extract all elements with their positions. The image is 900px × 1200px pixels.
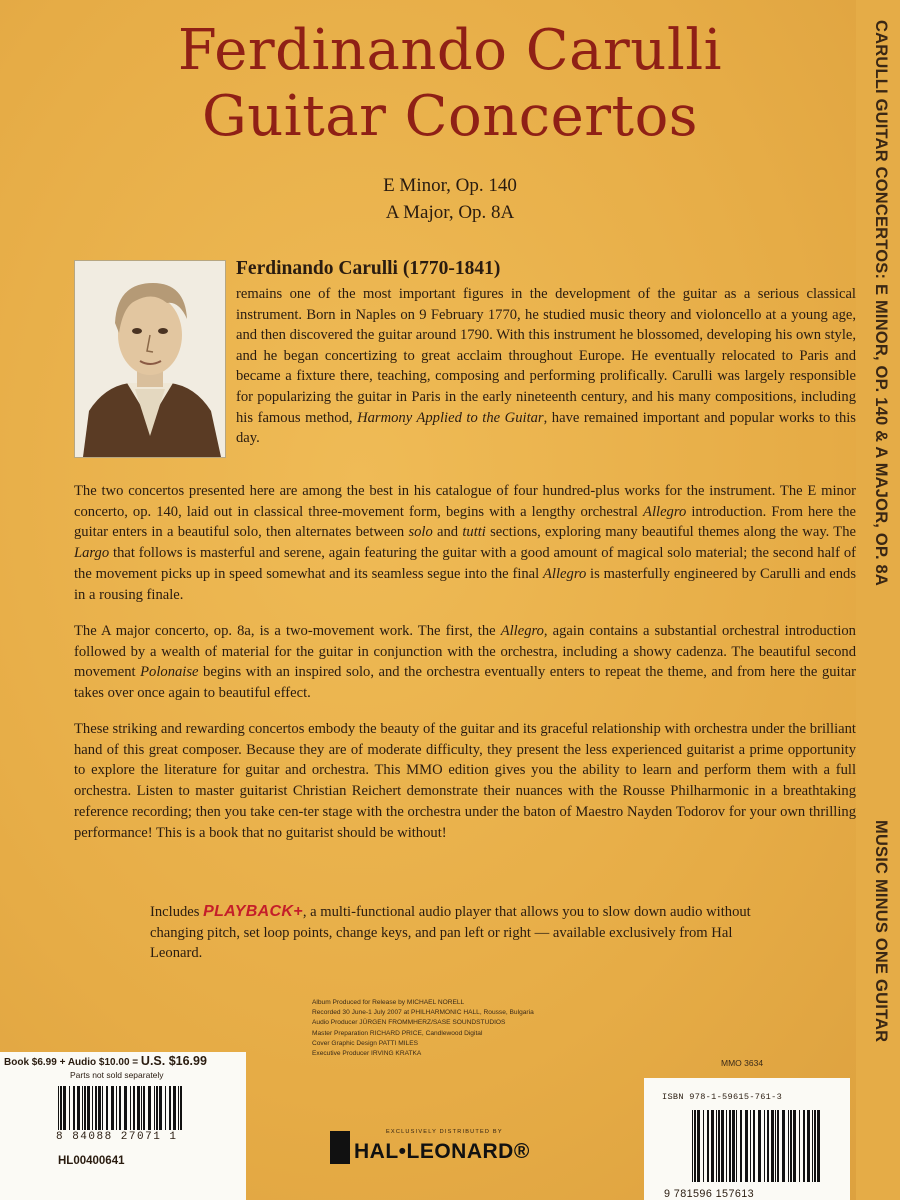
- barcode-bar: [133, 1086, 135, 1130]
- barcode-bar: [116, 1086, 117, 1130]
- barcode-bar: [721, 1110, 724, 1182]
- barcode-bar: [764, 1110, 765, 1182]
- barcode-bar: [137, 1086, 140, 1130]
- credit-line: Recorded 30 June-1 July 2007 at PHILHARMONIC HALL, Rousse, Bulgaria: [312, 1009, 534, 1017]
- barcode-bar: [141, 1086, 142, 1130]
- includes-prefix: Includes: [150, 904, 204, 920]
- para1-italic: solo: [408, 524, 433, 541]
- barcode-bar: [106, 1086, 108, 1130]
- barcode-bar: [58, 1086, 59, 1130]
- subtitle: [0, 172, 900, 226]
- barcode-bar: [729, 1110, 731, 1182]
- publisher-name: HAL•LEONARD®: [354, 1140, 530, 1163]
- includes-description: , a multi-functional audio player that allows you to slow down audio without changing pitch, set loop points, change keys, and pan left or right — available exclusively from Hal Leonard.: [150, 904, 751, 962]
- barcode-bar: [767, 1110, 769, 1182]
- para1-text: sections, exploring many beautiful themes along the way. The: [485, 524, 856, 541]
- barcode-bar: [753, 1110, 755, 1182]
- barcode-bar: [697, 1110, 700, 1182]
- para2-text: The A major concerto, op. 8a, is a two-movement work. The first, the: [74, 623, 501, 639]
- book-title: [0, 18, 900, 150]
- barcode-bar: [98, 1086, 101, 1130]
- barcode-bar: [726, 1110, 727, 1182]
- hl-product-code: HL00400641: [58, 1155, 125, 1167]
- bio-text-a: remains one of the most important figures in the development of the guitar as a serious classical instrument. Born in Naples on 9 February 1770, he studied music theory and violoncello at a young age, and then discovered the guitar around 1790. With this instrument he blossomed, developing his own style, and he began concertizing to great acclaim throughout Europe. He eventually relocated to Paris and became a fixture there, teaching, composing and performing prolifically. Carulli was largely responsible for popularizing the guitar in Paris in the early nineteenth century, and his many compositions, including his famous method,: [236, 286, 856, 426]
- para1-italic: Allegro: [643, 503, 687, 520]
- price-total: U.S. $16.99: [140, 1054, 207, 1068]
- spine-series: MUSIC MINUS ONE GUITAR: [872, 820, 890, 1043]
- barcode-bar: [812, 1110, 813, 1182]
- barcode-bar: [60, 1086, 62, 1130]
- barcode-bar: [790, 1110, 792, 1182]
- barcode-bar: [84, 1086, 86, 1130]
- playback-note: [150, 902, 760, 964]
- paragraph-e-minor: [74, 481, 856, 605]
- barcode-bar: [771, 1110, 774, 1182]
- price-breakdown: Book $6.99 + Audio $10.00 =: [4, 1057, 141, 1068]
- barcode-bar: [807, 1110, 810, 1182]
- barcode-bar: [82, 1086, 83, 1130]
- barcode-bar: [130, 1086, 131, 1130]
- para1-text: that follows is masterful and serene, again featuring the guitar with a good amount of magical solo material; the second half of the movement picks up in speed somewhat and its seamless segue into the final: [74, 545, 856, 582]
- subtitle-line-2: A Major, Op. 8A: [385, 202, 515, 223]
- isbn-barcode: [692, 1110, 822, 1182]
- para2-text: begins with an inspired solo, and the orchestra eventually enters to repeat the theme, and from here the guitar takes over once again to beautiful effect.: [74, 664, 856, 702]
- barcode-bar: [111, 1086, 114, 1130]
- barcode-bar: [154, 1086, 155, 1130]
- para1-text: The two concertos presented here are among the best in his catalogue of four hundred-plus works for the instrument. The E minor concerto, op. 140, laid out in classical three-movement form, begins with a lengthy orchestral: [74, 483, 856, 520]
- barcode-bar: [703, 1110, 704, 1182]
- subtitle-line-1: E Minor, Op. 140: [383, 175, 517, 196]
- para1-text: and: [432, 524, 463, 541]
- barcode-bar: [718, 1110, 720, 1182]
- para1-italic: Largo: [74, 545, 110, 562]
- composer-portrait: [74, 260, 226, 458]
- production-credits: [312, 998, 632, 1059]
- barcode-bar: [803, 1110, 805, 1182]
- isbn-digits: 9 781596 157613: [664, 1188, 755, 1200]
- barcode-bar: [119, 1086, 121, 1130]
- barcode-bar: [92, 1086, 93, 1130]
- barcode-bar: [73, 1086, 75, 1130]
- barcode-bar: [95, 1086, 97, 1130]
- barcode-bar: [716, 1110, 717, 1182]
- para2-text: , again contains a substantial orchestral introduction followed by a wealth of material for the guitar in conjunction with the orchestra, including a showy cadenza. The beautiful second movement: [74, 623, 856, 681]
- barcode-bar: [165, 1086, 166, 1130]
- barcode-bar: [63, 1086, 66, 1130]
- barcode-bar: [148, 1086, 151, 1130]
- barcode-bar: [750, 1110, 751, 1182]
- isbn-text: ISBN 978-1-59615-761-3: [662, 1092, 783, 1102]
- barcode-bar: [736, 1110, 737, 1182]
- barcode-bar: [799, 1110, 800, 1182]
- barcode-bar: [69, 1086, 70, 1130]
- credit-line: Album Produced for Release by MICHAEL NORELL: [312, 999, 465, 1006]
- barcode-bar: [775, 1110, 776, 1182]
- para2-italic: Polonaise: [140, 664, 199, 681]
- credit-line: Executive Producer IRVING KRATKA: [312, 1050, 422, 1058]
- barcode-bar: [143, 1086, 145, 1130]
- barcode-bar: [758, 1110, 761, 1182]
- barcode-bar: [817, 1110, 820, 1182]
- hal-leonard-logo-icon: [330, 1131, 350, 1164]
- bio-heading: Ferdinando Carulli (1770-1841): [236, 258, 501, 279]
- para1-text: introduction. From here the guitar enters in a beautiful solo, then alternates between: [74, 503, 856, 541]
- barcode-bar: [793, 1110, 796, 1182]
- para2-italic: Allegro: [500, 623, 544, 639]
- barcode-bar: [777, 1110, 779, 1182]
- barcode-bar: [180, 1086, 182, 1130]
- barcode-bar: [814, 1110, 816, 1182]
- barcode-bar: [782, 1110, 785, 1182]
- barcode-bar: [694, 1110, 696, 1182]
- credit-line: Audio Producer JÜRGEN FROMMHERZ/SASE SOUNDSTUDIOS: [312, 1019, 506, 1027]
- paragraph-a-major: [74, 621, 856, 704]
- bio-text-b: , have remained important and popular works to this day.: [236, 409, 856, 447]
- distributor-label: EXCLUSIVELY DISTRIBUTED BY: [386, 1129, 503, 1135]
- barcode-bar: [173, 1086, 176, 1130]
- barcode-bar: [732, 1110, 735, 1182]
- barcode-bar: [707, 1110, 709, 1182]
- credit-line: Cover Graphic Design PATTI MILES: [312, 1039, 419, 1047]
- para1-italic: tutti: [462, 524, 486, 541]
- barcode-bar: [77, 1086, 80, 1130]
- spine-title: CARULLI GUITAR CONCERTOS: E MINOR, OP. 140 & A MAJOR, OP. 8A: [872, 20, 890, 587]
- mmo-catalog-code: MMO 3634: [721, 1058, 764, 1068]
- barcode-bar: [788, 1110, 789, 1182]
- barcode-bar: [740, 1110, 742, 1182]
- barcode-bar: [745, 1110, 748, 1182]
- upc-barcode: [58, 1086, 186, 1130]
- barcode-bar: [124, 1086, 127, 1130]
- barcode-bar: [178, 1086, 179, 1130]
- title-line-1: Ferdinando Carulli: [177, 18, 723, 83]
- barcode-bar: [692, 1110, 693, 1182]
- bio-book-title: Harmony Applied to the Guitar: [357, 409, 544, 426]
- barcode-bar: [711, 1110, 714, 1182]
- para1-text: is masterfully engineered by Carulli and ends in a rousing finale.: [74, 565, 856, 603]
- paragraph-summary: These striking and rewarding concertos embody the beauty of the guitar and its graceful relationship with orchestra under the brilliant hand of this great composer. Because they are of moderate difficulty, they present the less experienced guitarist a prime opportunity to explore the literature for guitar and orchestra. This MMO edition gives you the ability to learn and perform them with a full orchestra. Listen to master guitarist Christian Reichert demonstrate their nuances with the Rousse Philharmonic in a breathtaking reference recording; then you take cen-ter stage with the orchestra under the baton of Maestro Nayden Todorov for your own thrilling performance! This is a book that no guitarist should be without!: [74, 721, 856, 841]
- barcode-bar: [87, 1086, 90, 1130]
- credit-line: Master Preparation RICHARD PRICE, Candlewood Digital: [312, 1029, 483, 1037]
- para1-italic: Allegro: [543, 565, 587, 582]
- barcode-bar: [156, 1086, 158, 1130]
- barcode-bar: [169, 1086, 171, 1130]
- barcode-bar: [102, 1086, 103, 1130]
- upc-digits: 8 84088 27071 1: [56, 1131, 178, 1143]
- parts-note: Parts not sold separately: [70, 1070, 164, 1080]
- title-line-2: Guitar Concertos: [201, 84, 699, 149]
- price-line: [4, 1054, 207, 1068]
- playback-plus-logo: PLAYBACK+: [203, 903, 303, 920]
- barcode-bar: [159, 1086, 162, 1130]
- bio-text: [236, 284, 856, 449]
